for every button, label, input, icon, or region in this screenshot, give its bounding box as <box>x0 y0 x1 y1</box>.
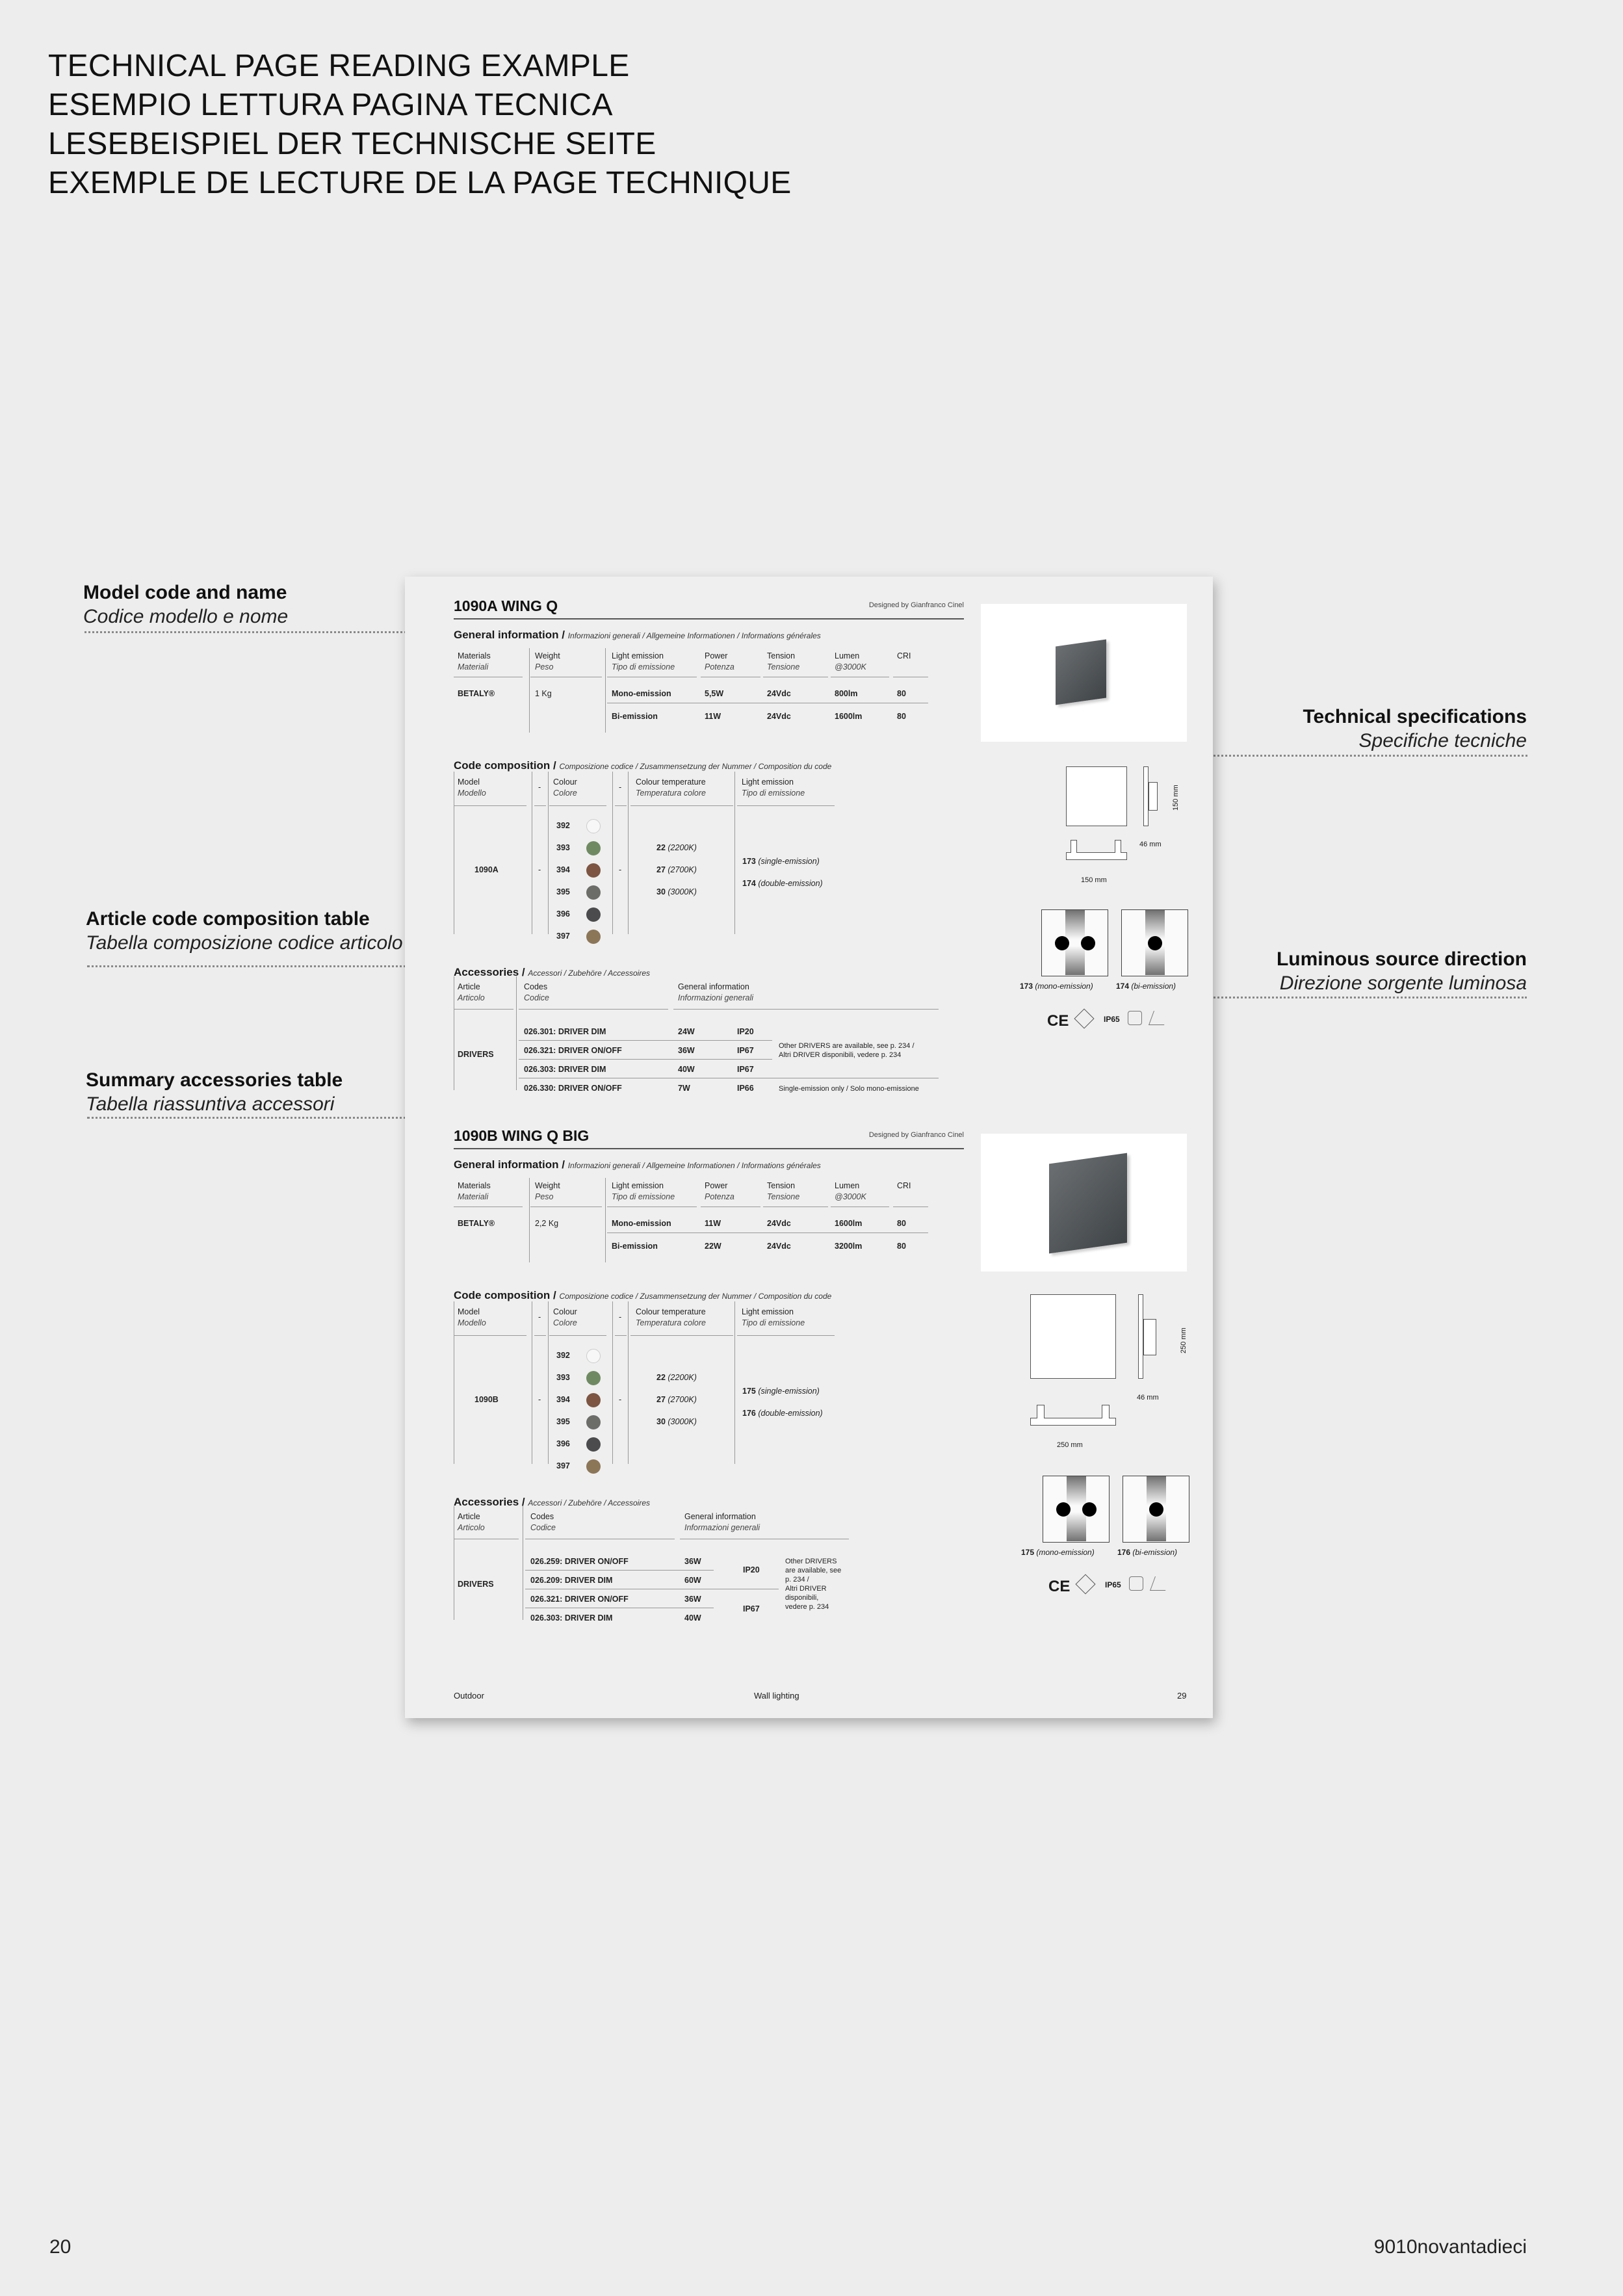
table-cell: Lumen @3000K <box>835 1181 866 1201</box>
code-composition-heading: Code composition / Composizione codice / Zusammensetzung der Nummer / Composition du code <box>454 759 832 772</box>
table-cell: - <box>619 1312 622 1322</box>
table-cell: 24Vdc <box>767 689 791 698</box>
table-cell: Single-emission only / Solo mono-emissione <box>779 1085 919 1093</box>
general-info-heading: General information / Informazioni generali / Allgemeine Informationen / Informations générales <box>454 1158 821 1171</box>
product-photo-1090b <box>981 1134 1187 1272</box>
table-cell: Power Potenza <box>705 651 734 672</box>
table-cell: 40W <box>684 1613 701 1623</box>
table-cell: Model Modello <box>458 1307 486 1327</box>
surface-mount-icon <box>1150 1576 1171 1591</box>
general-info-table <box>454 1178 964 1262</box>
table-cell: 24Vdc <box>767 1242 791 1251</box>
table-cell: Colour temperature Temperatura colore <box>636 1307 706 1327</box>
table-cell: General information Informazioni generali <box>684 1512 760 1532</box>
direction-label-bi-1090a: 174 (bi-emission) <box>1116 982 1176 991</box>
front-view-1090b <box>1030 1294 1116 1379</box>
product-photo-1090a <box>981 604 1187 742</box>
catalogue-page-number: 29 <box>1177 1691 1187 1701</box>
annotation-luminous <box>1277 947 1527 995</box>
table-cell: 36W <box>678 1046 695 1055</box>
colour-swatch <box>586 885 601 900</box>
dim-width-1090a: 150 mm <box>1081 876 1107 884</box>
table-cell: 1600lm <box>835 712 863 721</box>
table-cell: 36W <box>684 1595 701 1604</box>
table-cell: Colour Colore <box>553 1307 577 1327</box>
surface-mount-icon <box>1149 1011 1169 1025</box>
table-cell: 2,2 Kg <box>535 1219 559 1228</box>
annotation-code-en: Article code composition table <box>86 908 370 930</box>
table-cell: BETALY® <box>458 689 495 698</box>
table-cell: 40W <box>678 1065 695 1074</box>
table-cell: Mono-emission <box>612 1219 671 1228</box>
table-cell: Light emission Tipo di emissione <box>742 1307 805 1327</box>
annotation-code-it: Tabella composizione codice articolo <box>86 932 403 954</box>
table-cell: Other DRIVERS are available, see p. 234 / Altri DRIVER disponibili, vedere p. 234 <box>785 1558 842 1611</box>
table-cell: 396 <box>556 1439 570 1448</box>
driver-symbol-icon <box>1129 1576 1143 1591</box>
ip-rating-1090a: IP65 <box>1104 1015 1120 1024</box>
brand-name: 9010novantadieci <box>1373 2236 1527 2258</box>
product-title: 1090A WING Q <box>454 597 558 614</box>
dim-depth-1090a: 46 mm <box>1139 841 1162 848</box>
table-cell: Lumen @3000K <box>835 651 866 672</box>
table-cell: 396 <box>556 909 570 919</box>
table-cell: 60W <box>684 1576 701 1585</box>
general-info-heading: General information / Informazioni generali / Allgemeine Informationen / Informations générales <box>454 629 821 641</box>
catalogue-footer-left: Outdoor <box>454 1691 484 1701</box>
annotation-luminous-en: Luminous source direction <box>1276 948 1527 970</box>
table-cell: Model Modello <box>458 777 486 798</box>
side-view-1090b <box>1138 1294 1143 1379</box>
table-cell: 174 (double-emission) <box>742 879 823 888</box>
table-cell: Article Articolo <box>458 982 485 1002</box>
table-cell: 1090A <box>474 865 499 874</box>
header-line-en: TECHNICAL PAGE READING EXAMPLE <box>48 49 630 83</box>
table-cell: 22 (2200K) <box>656 843 697 852</box>
colour-swatch <box>586 907 601 922</box>
table-cell: 22W <box>705 1242 721 1251</box>
annotation-accessories-it: Tabella riassuntiva accessori <box>86 1093 335 1115</box>
ce-mark-icon: CE <box>1048 1578 1071 1595</box>
table-cell: Tension Tensione <box>767 651 800 672</box>
table-cell: - <box>538 865 541 874</box>
table-cell: Materials Materiali <box>458 1181 491 1201</box>
table-cell: - <box>619 783 622 792</box>
table-cell: 27 (2700K) <box>656 865 697 874</box>
colour-swatch <box>586 841 601 855</box>
table-cell: 397 <box>556 932 570 941</box>
product-1090b <box>454 1127 964 1623</box>
page-header <box>48 47 792 203</box>
table-cell: 395 <box>556 887 570 896</box>
table-cell: 392 <box>556 1351 570 1360</box>
table-cell: 7W <box>678 1084 690 1093</box>
dim-depth-1090b: 46 mm <box>1137 1394 1159 1402</box>
colour-swatch <box>586 1371 601 1385</box>
table-cell: Tension Tensione <box>767 1181 800 1201</box>
table-cell: IP66 <box>737 1084 754 1093</box>
table-cell: 24W <box>678 1027 695 1036</box>
table-cell: 1090B <box>474 1395 499 1404</box>
table-cell: 22 (2200K) <box>656 1373 697 1382</box>
direction-bi-1090a <box>1121 909 1188 976</box>
ce-mark-icon: CE <box>1047 1012 1069 1030</box>
accessories-heading: Accessories / Accessori / Zubehöre / Accessoires <box>454 1496 650 1508</box>
table-cell: 026.303: DRIVER DIM <box>530 1613 613 1623</box>
annotation-model-en: Model code and name <box>83 582 287 603</box>
table-cell: 30 (3000K) <box>656 1417 697 1426</box>
table-cell: Light emission Tipo di emissione <box>612 651 675 672</box>
code-composition-table <box>454 772 964 941</box>
catalogue-page <box>405 577 1213 1718</box>
dim-height-1090a: 150 mm <box>1172 785 1180 811</box>
table-cell: IP67 <box>737 1046 754 1055</box>
direction-mono-1090a <box>1041 909 1108 976</box>
table-cell: 80 <box>897 712 906 721</box>
table-cell: 026.330: DRIVER ON/OFF <box>524 1084 622 1093</box>
table-cell: 80 <box>897 1219 906 1228</box>
colour-swatch <box>586 930 601 944</box>
table-cell: 5,5W <box>705 689 724 698</box>
table-cell: 24Vdc <box>767 1219 791 1228</box>
table-cell: Other DRIVERS are available, see p. 234 / Altri DRIVER disponibili, vedere p. 234 <box>779 1042 915 1059</box>
table-cell: 026.321: DRIVER ON/OFF <box>530 1595 629 1604</box>
annotation-code <box>86 907 403 955</box>
colour-swatch <box>586 1415 601 1429</box>
table-cell: 026.301: DRIVER DIM <box>524 1027 606 1036</box>
table-cell: - <box>619 1395 622 1404</box>
table-cell: 026.259: DRIVER ON/OFF <box>530 1557 629 1566</box>
general-info-table <box>454 648 964 733</box>
table-cell: 397 <box>556 1461 570 1470</box>
direction-label-mono-1090a: 173 (mono-emission) <box>1020 982 1093 991</box>
page-number: 20 <box>49 2236 71 2258</box>
table-cell: 11W <box>705 1219 721 1228</box>
annotation-tech-en: Technical specifications <box>1303 706 1527 727</box>
colour-swatch <box>586 863 601 878</box>
table-cell: Materials Materiali <box>458 651 491 672</box>
table-cell: 026.209: DRIVER DIM <box>530 1576 613 1585</box>
table-cell: 11W <box>705 712 721 721</box>
table-cell: 800lm <box>835 689 858 698</box>
driver-symbol-icon <box>1128 1011 1142 1025</box>
header-line-de: LESEBEISPIEL DER TECHNISCHE SEITE <box>48 127 656 161</box>
colour-swatch <box>586 1393 601 1407</box>
table-cell: IP67 <box>737 1065 754 1074</box>
table-cell: Codes Codice <box>530 1512 556 1532</box>
product-1090a <box>454 597 964 1093</box>
table-cell: Weight Peso <box>535 1181 560 1201</box>
accessories-table <box>454 976 964 1093</box>
catalogue-footer-center: Wall lighting <box>754 1691 799 1701</box>
table-cell: 175 (single-emission) <box>742 1387 820 1396</box>
annotation-model <box>83 581 288 629</box>
accessories-table <box>454 1506 964 1623</box>
table-cell: CRI <box>897 651 911 660</box>
accessories-heading: Accessories / Accessori / Zubehöre / Accessoires <box>454 966 650 978</box>
table-cell: IP20 <box>743 1565 760 1574</box>
designer-credit: Designed by Gianfranco Cinel <box>868 601 964 609</box>
table-cell: 176 (double-emission) <box>742 1409 823 1418</box>
table-cell: 24Vdc <box>767 712 791 721</box>
direction-label-mono-1090b: 175 (mono-emission) <box>1021 1548 1095 1557</box>
table-cell: 173 (single-emission) <box>742 857 820 866</box>
product-title-row <box>454 1127 964 1149</box>
product-title-row <box>454 597 964 620</box>
table-cell: Light emission Tipo di emissione <box>612 1181 675 1201</box>
table-cell: - <box>538 1395 541 1404</box>
table-cell: Colour temperature Temperatura colore <box>636 777 706 798</box>
table-cell: 1 Kg <box>535 689 552 698</box>
class-diamond-icon <box>1075 1574 1095 1594</box>
table-cell: IP67 <box>743 1604 760 1613</box>
colour-swatch <box>586 1349 601 1363</box>
ip-rating-1090b: IP65 <box>1105 1580 1121 1589</box>
table-cell: Light emission Tipo di emissione <box>742 777 805 798</box>
table-cell: 393 <box>556 843 570 852</box>
front-view-1090a <box>1066 766 1127 826</box>
table-cell: - <box>538 783 541 792</box>
table-cell: - <box>538 1312 541 1322</box>
class-diamond-icon <box>1074 1008 1094 1028</box>
dim-width-1090b: 250 mm <box>1057 1441 1083 1449</box>
table-cell: Weight Peso <box>535 651 560 672</box>
table-cell: General information Informazioni generali <box>678 982 754 1002</box>
table-cell: Power Potenza <box>705 1181 734 1201</box>
table-cell: 394 <box>556 1395 570 1404</box>
table-cell: 392 <box>556 821 570 830</box>
table-cell: IP20 <box>737 1027 754 1036</box>
table-cell: Mono-emission <box>612 689 671 698</box>
table-cell: 1600lm <box>835 1219 863 1228</box>
table-cell: 026.303: DRIVER DIM <box>524 1065 606 1074</box>
table-cell: 27 (2700K) <box>656 1395 697 1404</box>
annotation-model-it: Codice modello e nome <box>83 606 289 627</box>
table-cell: DRIVERS <box>458 1050 494 1059</box>
top-view-1090b <box>1030 1418 1116 1426</box>
header-line-fr: EXEMPLE DE LECTURE DE LA PAGE TECHNIQUE <box>48 166 792 200</box>
direction-label-bi-1090b: 176 (bi-emission) <box>1117 1548 1178 1557</box>
top-view-1090a <box>1066 852 1127 860</box>
table-cell: 30 (3000K) <box>656 887 697 896</box>
table-cell: Bi-emission <box>612 712 658 721</box>
code-composition-heading: Code composition / Composizione codice / Zusammensetzung der Nummer / Composition du code <box>454 1289 832 1301</box>
table-cell: Article Articolo <box>458 1512 485 1532</box>
table-cell: CRI <box>897 1181 911 1190</box>
table-cell: DRIVERS <box>458 1580 494 1589</box>
direction-mono-1090b <box>1043 1476 1110 1543</box>
table-cell: 394 <box>556 865 570 874</box>
header-line-it: ESEMPIO LETTURA PAGINA TECNICA <box>48 88 613 122</box>
table-cell: Codes Codice <box>524 982 549 1002</box>
table-cell: Colour Colore <box>553 777 577 798</box>
product-title: 1090B WING Q BIG <box>454 1127 590 1144</box>
code-composition-table <box>454 1301 964 1470</box>
table-cell: 395 <box>556 1417 570 1426</box>
table-cell: 3200lm <box>835 1242 863 1251</box>
annotation-luminous-it: Direzione sorgente luminosa <box>1279 972 1527 994</box>
table-cell: Bi-emission <box>612 1242 658 1251</box>
table-cell: 80 <box>897 689 906 698</box>
colour-swatch <box>586 1437 601 1452</box>
dim-height-1090b: 250 mm <box>1180 1327 1188 1353</box>
annotation-tech-it: Specifiche tecniche <box>1358 730 1527 751</box>
annotation-accessories <box>86 1068 343 1116</box>
table-cell: 026.321: DRIVER ON/OFF <box>524 1046 622 1055</box>
side-view-1090a <box>1143 766 1149 826</box>
table-cell: BETALY® <box>458 1219 495 1228</box>
annotation-accessories-en: Summary accessories table <box>86 1069 343 1091</box>
table-cell: 393 <box>556 1373 570 1382</box>
colour-swatch <box>586 1459 601 1474</box>
designer-credit: Designed by Gianfranco Cinel <box>868 1131 964 1139</box>
annotation-tech <box>1303 705 1527 753</box>
direction-bi-1090b <box>1123 1476 1189 1543</box>
table-cell: 36W <box>684 1557 701 1566</box>
table-cell: 80 <box>897 1242 906 1251</box>
colour-swatch <box>586 819 601 833</box>
table-cell: - <box>619 865 622 874</box>
